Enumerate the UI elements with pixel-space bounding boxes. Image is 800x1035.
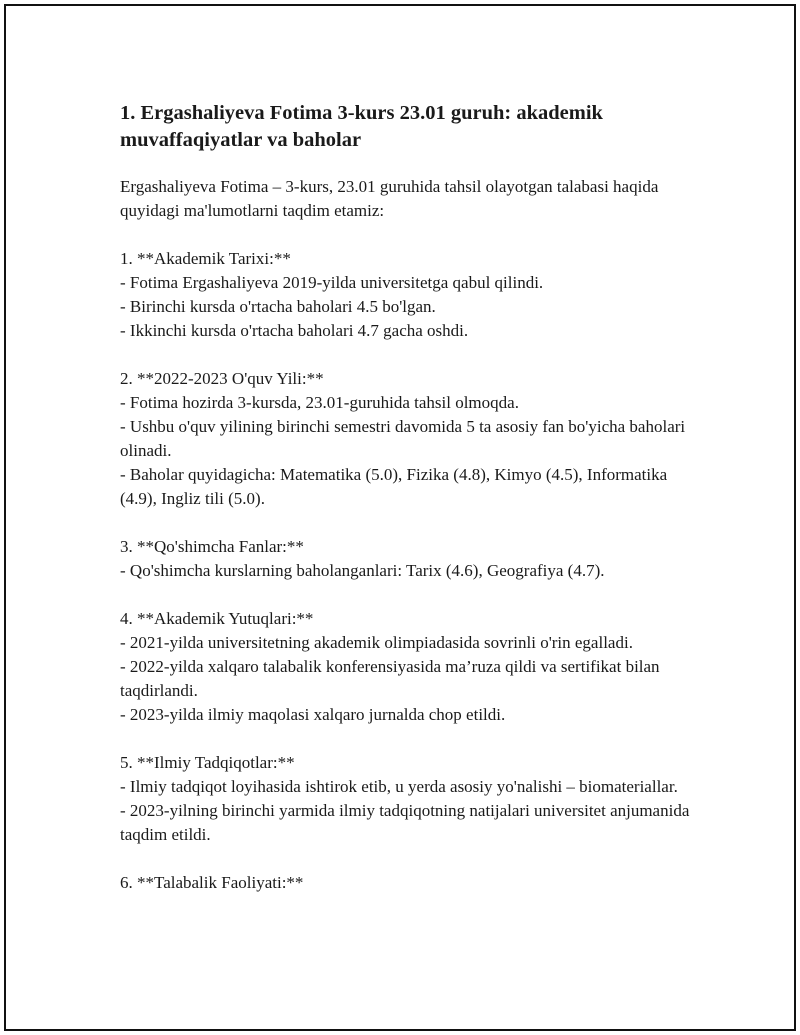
list-item: - Baholar quyidagicha: Matematika (5.0), Fizika (4.8), Kimyo (4.5), Informatika (4.9), Ingliz tili (5.0). [120,465,668,508]
list-item: - Ushbu o'quv yilining birinchi semestri davomida 5 ta asosiy fan bo'yicha baholari olinadi. [120,417,686,460]
list-item: - Birinchi kursda o'rtacha baholari 4.5 bo'lgan. [120,297,436,316]
list-item: - Qo'shimcha kurslarning baholanganlari: Tarix (4.6), Geografiya (4.7). [120,561,605,580]
section-academic-history [120,247,700,343]
section-heading: 4. **Akademik Yutuqlari:** [120,609,314,628]
list-item: - 2022-yilda xalqaro talabalik konferensiyasida ma’ruza qildi va sertifikat bilan taqdirlandi. [120,657,660,700]
list-item: - Fotima hozirda 3-kursda, 23.01-guruhida tahsil olmoqda. [120,393,519,412]
document-title: 1. Ergashaliyeva Fotima 3-kurs 23.01 guruh: akademik muvaffaqiyatlar va baholar [120,102,603,151]
list-item: - Ikkinchi kursda o'rtacha baholari 4.7 gacha oshdi. [120,321,469,340]
page-frame [4,4,796,1031]
list-item: - Fotima Ergashaliyeva 2019-yilda universitetga qabul qilindi. [120,273,544,292]
section-heading: 1. **Akademik Tarixi:** [120,249,291,268]
document-body [120,100,700,895]
section-research [120,751,700,847]
section-heading: 3. **Qo'shimcha Fanlar:** [120,537,304,556]
list-item: - 2021-yilda universitetning akademik olimpiadasida sovrinli o'rin egalladi. [120,633,633,652]
section-student-activity [120,871,700,895]
section-heading: 6. **Talabalik Faoliyati:** [120,873,304,892]
section-heading: 5. **Ilmiy Tadqiqotlar:** [120,753,295,772]
list-item: - 2023-yilning birinchi yarmida ilmiy tadqiqotning natijalari universitet anjumanida taqdim etildi. [120,801,690,844]
section-academic-year [120,367,700,511]
section-achievements [120,607,700,727]
intro-paragraph: Ergashaliyeva Fotima – 3-kurs, 23.01 guruhida tahsil olayotgan talabasi haqida quyidagi ma'lumotlarni taqdim etamiz: [120,177,659,220]
section-heading: 2. **2022-2023 O'quv Yili:** [120,369,324,388]
list-item: - 2023-yilda ilmiy maqolasi xalqaro jurnalda chop etildi. [120,705,506,724]
section-additional-subjects [120,535,700,583]
list-item: - Ilmiy tadqiqot loyihasida ishtirok etib, u yerda asosiy yo'nalishi – biomateriallar. [120,777,678,796]
